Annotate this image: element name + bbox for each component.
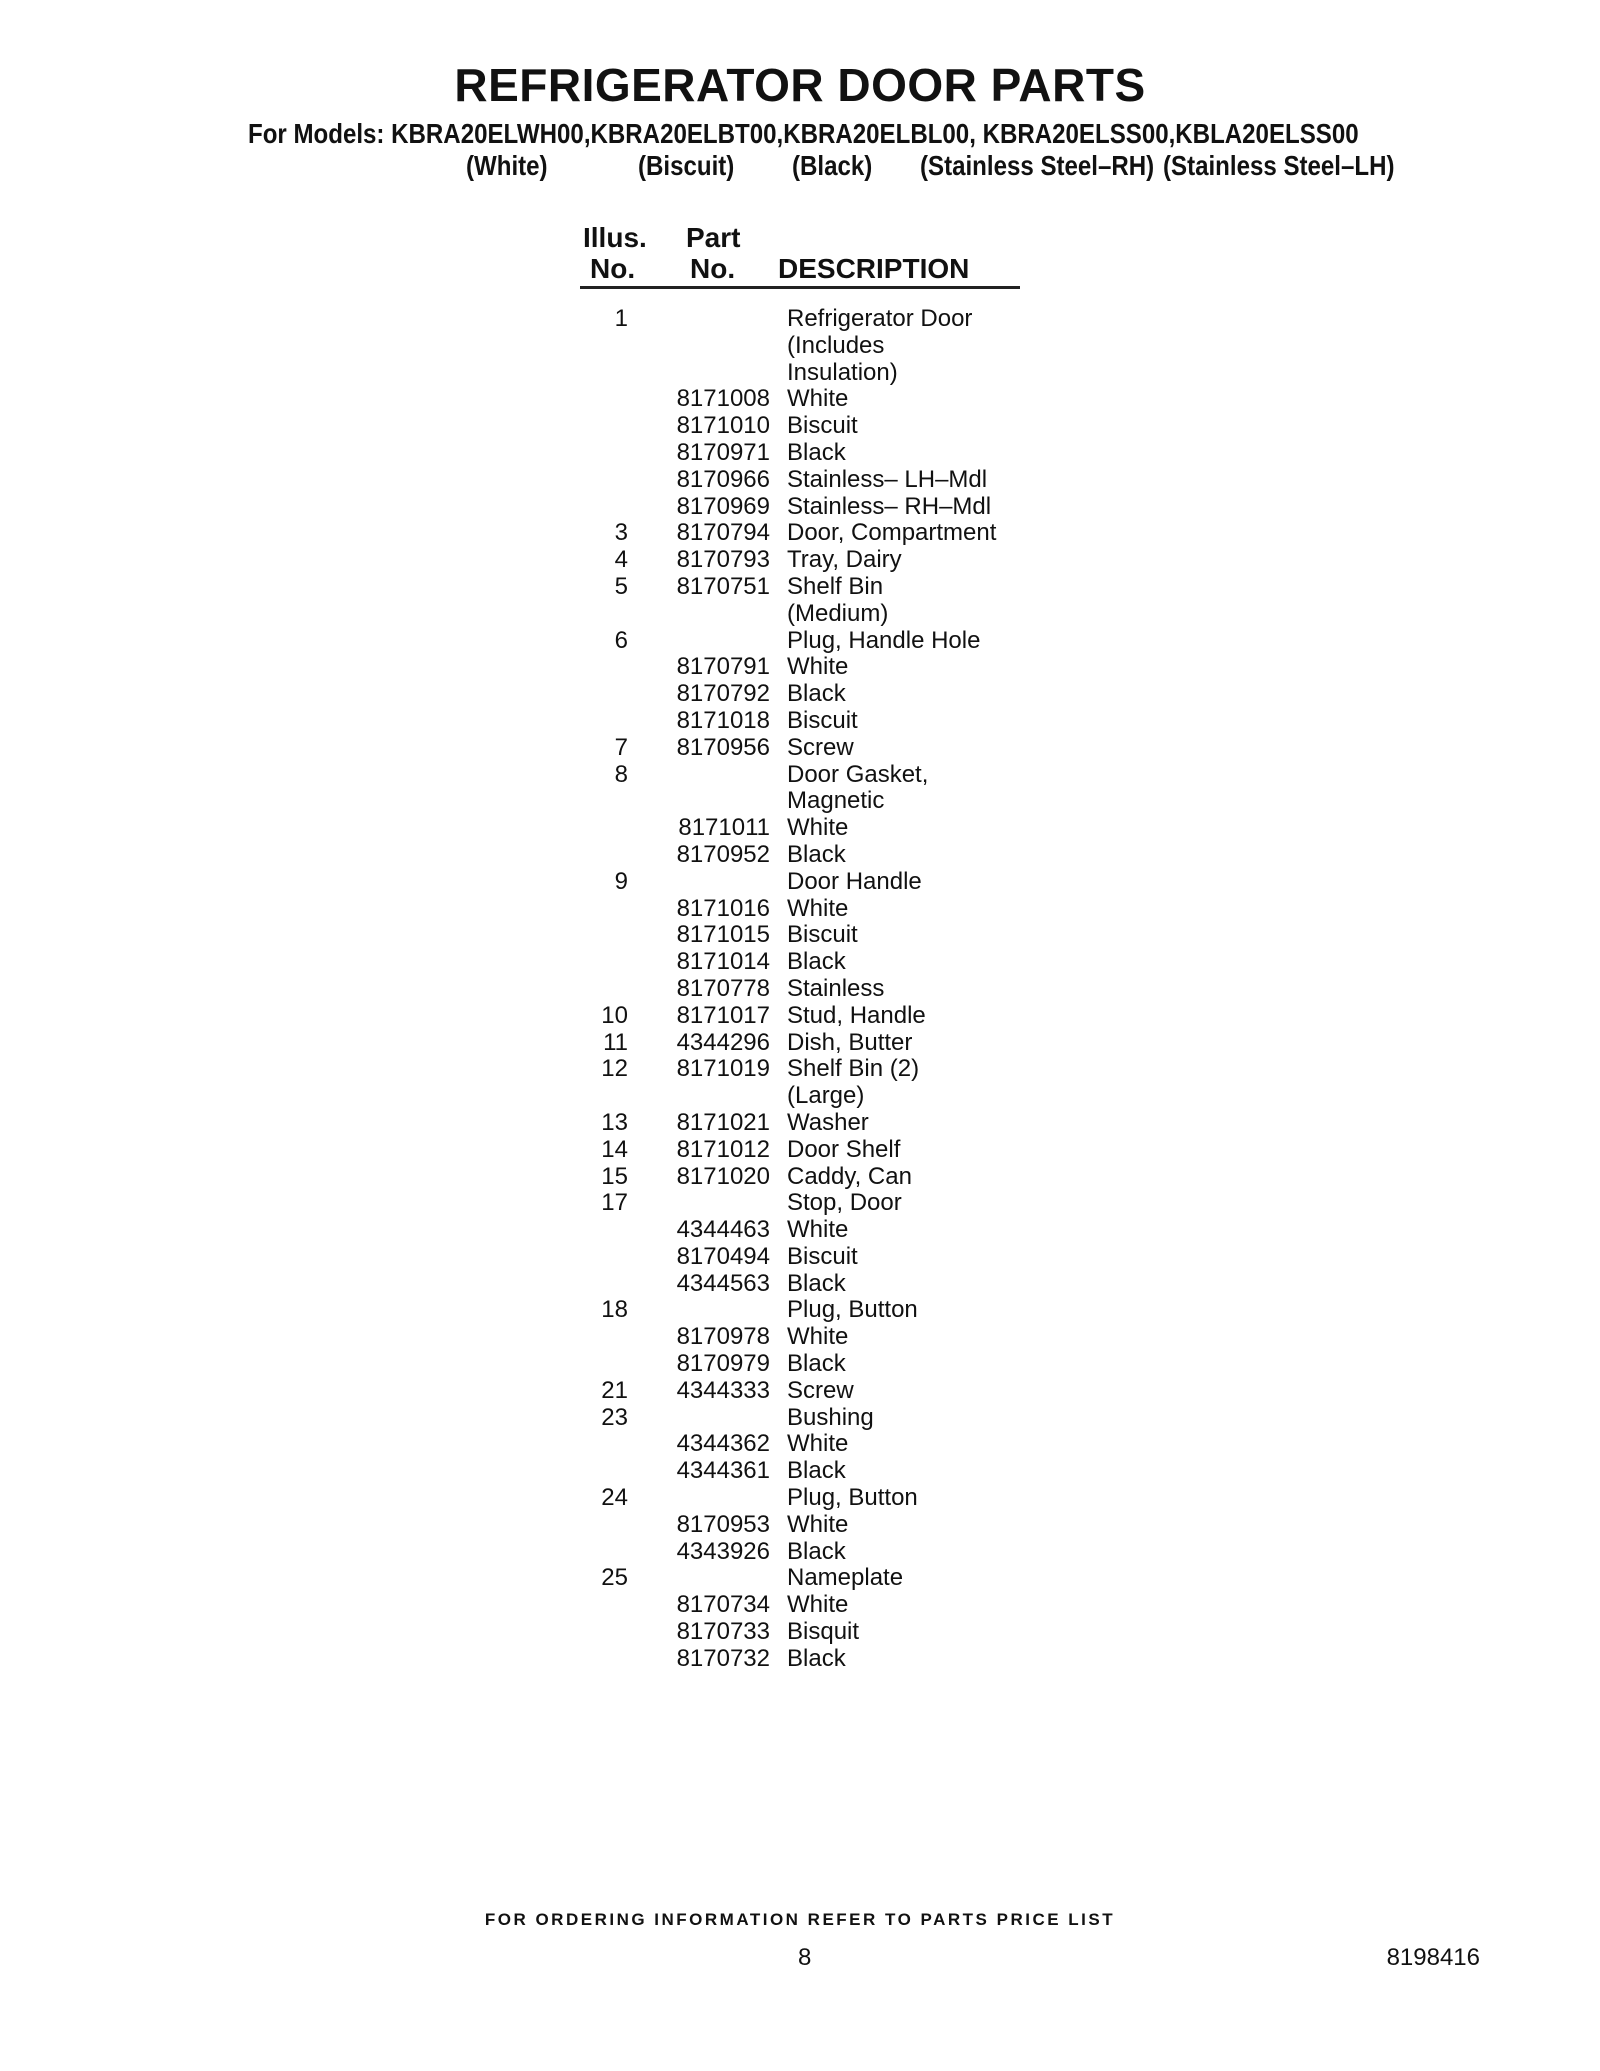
part-number: 8171014 bbox=[676, 948, 770, 976]
table-row bbox=[0, 1378, 1600, 1405]
color-biscuit: (Biscuit) bbox=[638, 150, 735, 181]
part-description: Screw bbox=[787, 733, 854, 761]
illus-number: 4 bbox=[614, 546, 628, 574]
table-row bbox=[0, 1030, 1600, 1057]
part-number: 8170952 bbox=[676, 840, 770, 868]
part-description: Black bbox=[787, 680, 846, 708]
table-row bbox=[0, 520, 1600, 547]
part-number: 8170494 bbox=[676, 1242, 770, 1270]
part-number: 4344333 bbox=[676, 1376, 770, 1404]
table-row bbox=[0, 949, 1600, 976]
part-description: Screw bbox=[787, 1376, 854, 1404]
table-row bbox=[0, 1244, 1600, 1271]
table-row bbox=[0, 896, 1600, 923]
part-description: Plug, Handle Hole bbox=[787, 626, 981, 654]
part-description: (Includes bbox=[787, 331, 885, 359]
part-description: Stop, Door bbox=[787, 1189, 902, 1217]
part-description: Nameplate bbox=[787, 1564, 904, 1592]
illus-number: 7 bbox=[614, 733, 628, 761]
part-description: Insulation) bbox=[787, 358, 898, 386]
part-description: Stainless– RH–Mdl bbox=[787, 492, 992, 520]
part-number: 8171010 bbox=[676, 412, 770, 440]
table-row bbox=[0, 1539, 1600, 1566]
part-description: White bbox=[787, 1430, 849, 1458]
table-row bbox=[0, 681, 1600, 708]
illus-number: 5 bbox=[614, 572, 628, 600]
illus-number: 10 bbox=[601, 1001, 628, 1029]
part-number: 8171021 bbox=[676, 1108, 770, 1136]
table-row bbox=[0, 1137, 1600, 1164]
table-row bbox=[0, 1003, 1600, 1030]
part-description: (Large) bbox=[787, 1082, 865, 1110]
table-row bbox=[0, 547, 1600, 574]
part-description: White bbox=[787, 1510, 849, 1538]
parts-table bbox=[0, 306, 1600, 1673]
illus-number: 1 bbox=[614, 305, 628, 332]
color-white: (White) bbox=[466, 150, 548, 181]
part-description: Black bbox=[787, 840, 846, 868]
table-row bbox=[0, 869, 1600, 896]
col-header-part-2: No. bbox=[690, 253, 736, 284]
table-row bbox=[0, 1324, 1600, 1351]
part-number: 8170793 bbox=[676, 546, 770, 574]
part-description: Refrigerator Door bbox=[787, 305, 973, 332]
part-number: 8170969 bbox=[676, 492, 770, 520]
part-description: Stainless– LH–Mdl bbox=[787, 465, 988, 493]
table-row bbox=[0, 1646, 1600, 1673]
part-description: Dish, Butter bbox=[787, 1028, 913, 1056]
col-header-illus-2: No. bbox=[590, 253, 636, 284]
part-description: White bbox=[787, 1323, 849, 1351]
table-row bbox=[0, 386, 1600, 413]
part-number: 8170791 bbox=[676, 653, 770, 681]
illus-number: 21 bbox=[601, 1376, 628, 1404]
table-row bbox=[0, 1110, 1600, 1137]
part-number: 4344362 bbox=[676, 1430, 770, 1458]
table-row bbox=[0, 1164, 1600, 1191]
illus-number: 23 bbox=[601, 1403, 628, 1431]
table-row bbox=[0, 333, 1600, 360]
table-row bbox=[0, 1431, 1600, 1458]
table-row bbox=[0, 467, 1600, 494]
part-description: Caddy, Can bbox=[787, 1162, 912, 1190]
table-row bbox=[0, 360, 1600, 387]
table-row bbox=[0, 1351, 1600, 1378]
table-row bbox=[0, 1271, 1600, 1298]
part-description: Black bbox=[787, 1457, 846, 1485]
table-row bbox=[0, 440, 1600, 467]
part-description: Biscuit bbox=[787, 1242, 858, 1270]
part-description: Door Handle bbox=[787, 867, 922, 895]
part-description: Shelf Bin bbox=[787, 572, 884, 600]
part-number: 8171017 bbox=[676, 1001, 770, 1029]
table-row bbox=[0, 735, 1600, 762]
part-number: 4344296 bbox=[676, 1028, 770, 1056]
table-row bbox=[0, 815, 1600, 842]
illus-number: 8 bbox=[614, 760, 628, 788]
col-header-illus-1: Illus. bbox=[583, 222, 647, 253]
ordering-note: FOR ORDERING INFORMATION REFER TO PARTS PRICE LIST bbox=[484, 1910, 1116, 1929]
page-title: REFRIGERATOR DOOR PARTS bbox=[454, 59, 1146, 111]
part-number: 8171020 bbox=[676, 1162, 770, 1190]
table-row bbox=[0, 494, 1600, 521]
part-number: 8170966 bbox=[676, 465, 770, 493]
part-description: White bbox=[787, 385, 849, 413]
part-description: Magnetic bbox=[787, 787, 885, 815]
color-stainless-lh: (Stainless Steel–LH) bbox=[1163, 150, 1395, 181]
part-description: Biscuit bbox=[787, 921, 858, 949]
part-number: 8170792 bbox=[676, 680, 770, 708]
part-description: Door Gasket, bbox=[787, 760, 929, 788]
part-description: Black bbox=[787, 948, 846, 976]
header-rule bbox=[580, 286, 1020, 289]
part-description: Black bbox=[787, 1269, 846, 1297]
table-row bbox=[0, 413, 1600, 440]
part-description: Washer bbox=[787, 1108, 869, 1136]
part-description: Bisquit bbox=[787, 1618, 860, 1646]
table-row bbox=[0, 922, 1600, 949]
col-header-description: DESCRIPTION bbox=[778, 253, 970, 284]
document-number: 8198416 bbox=[1386, 1944, 1480, 1971]
illus-number: 25 bbox=[601, 1564, 628, 1592]
table-row bbox=[0, 1512, 1600, 1539]
illus-number: 3 bbox=[614, 519, 628, 547]
illus-number: 9 bbox=[614, 867, 628, 895]
table-row bbox=[0, 1619, 1600, 1646]
illus-number: 11 bbox=[603, 1028, 628, 1056]
table-row bbox=[0, 762, 1600, 789]
color-stainless-rh: (Stainless Steel–RH) bbox=[920, 150, 1155, 181]
table-row bbox=[0, 1565, 1600, 1592]
table-row bbox=[0, 306, 1600, 333]
table-row bbox=[0, 1217, 1600, 1244]
table-row bbox=[0, 842, 1600, 869]
table-row bbox=[0, 1592, 1600, 1619]
part-number: 8170733 bbox=[676, 1618, 770, 1646]
part-description: Stainless bbox=[787, 974, 885, 1002]
part-number: 8170794 bbox=[676, 519, 770, 547]
table-row bbox=[0, 1458, 1600, 1485]
part-number: 8171008 bbox=[676, 385, 770, 413]
part-number: 8171015 bbox=[676, 921, 770, 949]
part-description: Black bbox=[787, 1537, 846, 1565]
table-row bbox=[0, 628, 1600, 655]
table-row bbox=[0, 1190, 1600, 1217]
part-description: Biscuit bbox=[787, 706, 858, 734]
part-description: Bushing bbox=[787, 1403, 874, 1431]
part-number: 4344563 bbox=[676, 1269, 770, 1297]
part-number: 8170978 bbox=[676, 1323, 770, 1351]
table-row bbox=[0, 788, 1600, 815]
part-description: Tray, Dairy bbox=[787, 546, 902, 574]
part-description: White bbox=[787, 894, 849, 922]
table-row bbox=[0, 976, 1600, 1003]
illus-number: 12 bbox=[601, 1055, 628, 1083]
part-number: 8170732 bbox=[676, 1644, 770, 1672]
part-number: 8171011 bbox=[678, 814, 770, 842]
illus-number: 24 bbox=[601, 1484, 628, 1512]
part-description: Black bbox=[787, 1350, 846, 1378]
part-number: 8171012 bbox=[676, 1135, 770, 1163]
part-description: Door, Compartment bbox=[787, 519, 997, 547]
part-description: Black bbox=[787, 438, 846, 466]
part-number: 8170953 bbox=[676, 1510, 770, 1538]
part-description: White bbox=[787, 1216, 849, 1244]
table-row bbox=[0, 601, 1600, 628]
illus-number: 14 bbox=[601, 1135, 628, 1163]
part-number: 8171018 bbox=[676, 706, 770, 734]
table-row bbox=[0, 1297, 1600, 1324]
part-number: 4344361 bbox=[676, 1457, 770, 1485]
part-number: 8170971 bbox=[676, 438, 770, 466]
part-description: White bbox=[787, 814, 849, 842]
table-row bbox=[0, 1485, 1600, 1512]
table-row bbox=[0, 1056, 1600, 1083]
color-black: (Black) bbox=[792, 150, 873, 181]
part-description: Black bbox=[787, 1644, 846, 1672]
table-row bbox=[0, 1083, 1600, 1110]
part-description: White bbox=[787, 653, 849, 681]
part-number: 8171016 bbox=[676, 894, 770, 922]
illus-number: 6 bbox=[614, 626, 628, 654]
model-colors bbox=[0, 150, 1600, 182]
part-description: Stud, Handle bbox=[787, 1001, 926, 1029]
part-description: Shelf Bin (2) bbox=[787, 1055, 920, 1083]
part-number: 8170734 bbox=[676, 1591, 770, 1619]
part-description: Plug, Button bbox=[787, 1484, 918, 1512]
table-row bbox=[0, 1405, 1600, 1432]
illus-number: 17 bbox=[601, 1189, 628, 1217]
part-number: 4344463 bbox=[676, 1216, 770, 1244]
page-number: 8 bbox=[798, 1944, 812, 1971]
part-number: 8170979 bbox=[676, 1350, 770, 1378]
illus-number: 13 bbox=[601, 1108, 628, 1136]
part-number: 8170956 bbox=[676, 733, 770, 761]
part-description: Door Shelf bbox=[787, 1135, 901, 1163]
part-description: Biscuit bbox=[787, 412, 858, 440]
illus-number: 15 bbox=[601, 1162, 628, 1190]
part-description: Plug, Button bbox=[787, 1296, 918, 1324]
part-number: 8170778 bbox=[676, 974, 770, 1002]
part-number: 4343926 bbox=[676, 1537, 770, 1565]
col-header-part-1: Part bbox=[686, 222, 741, 253]
models-line: For Models: KBRA20ELWH00,KBRA20ELBT00,KBRA20ELBL00, KBRA20ELSS00,KBLA20ELSS00 bbox=[248, 118, 1359, 149]
table-row bbox=[0, 654, 1600, 681]
table-row bbox=[0, 708, 1600, 735]
part-number: 8171019 bbox=[676, 1055, 770, 1083]
part-description: (Medium) bbox=[787, 599, 889, 627]
part-description: White bbox=[787, 1591, 849, 1619]
part-number: 8170751 bbox=[676, 572, 770, 600]
illus-number: 18 bbox=[601, 1296, 628, 1324]
table-row bbox=[0, 574, 1600, 601]
